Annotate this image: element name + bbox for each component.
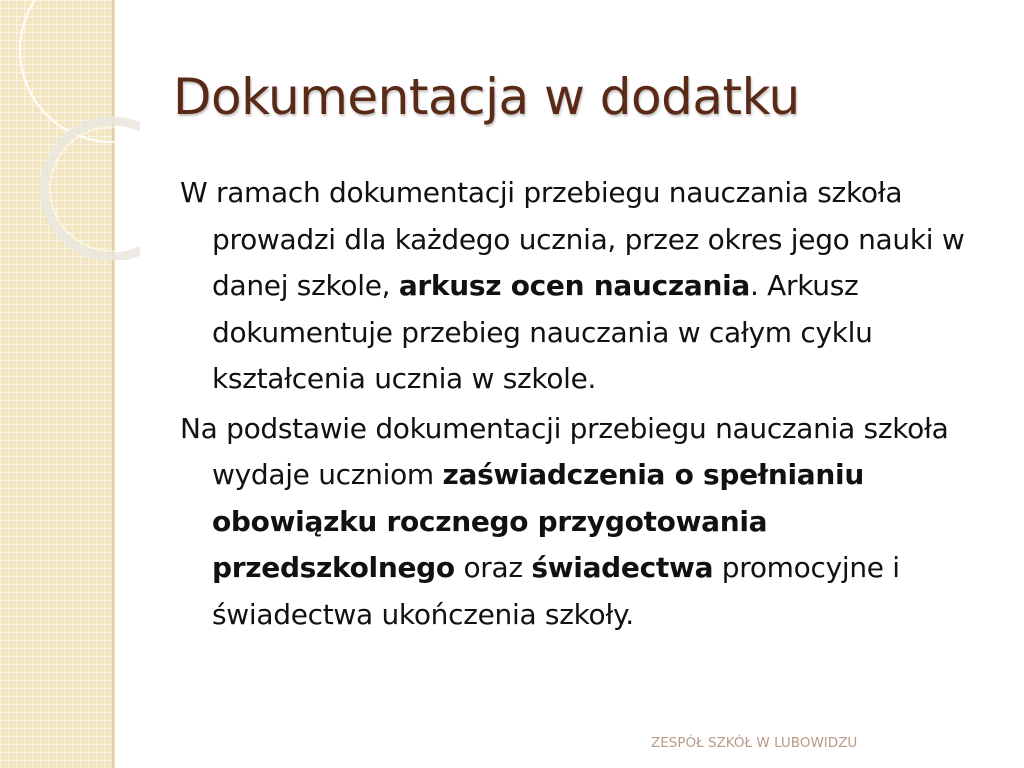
slide-content: [180, 170, 1000, 641]
footer-school-name: ZESPÓŁ SZKÓŁ W LUBOWIDZU: [651, 735, 858, 751]
paragraph-1-bold-1: arkusz ocen nauczania: [398, 269, 750, 302]
paragraph-swiadectwa: [180, 406, 1000, 639]
paragraph-1-text-2: . Arkusz dokumentuje przebieg nauczania w całym cyklu kształcenia ucznia w szkole.: [212, 269, 873, 395]
paragraph-2-bold-2: świadectwa: [531, 551, 714, 584]
paragraph-2-text-3: promocyjne i świadectwa ukończenia szkoły.: [212, 551, 900, 631]
paragraph-arkusz: [180, 170, 1000, 403]
paragraph-2-text-2: oraz: [454, 551, 532, 584]
slide-title: Dokumentacja w dodatku: [173, 68, 800, 126]
paragraph-2-text-1: Na podstawie dokumentacji przebiegu nauczania szkoła wydaje uczniom: [180, 411, 949, 491]
decorative-circles: [0, 0, 140, 260]
paragraph-1-text-1: W ramach dokumentacji przebiegu nauczania szkoła prowadzi dla każdego ucznia, przez okres jego nauki w danej szkole,: [180, 176, 965, 302]
paragraph-2-bold-1: zaświadczenia o spełnianiu obowiązku rocznego przygotowania przedszkolnego: [212, 458, 864, 584]
